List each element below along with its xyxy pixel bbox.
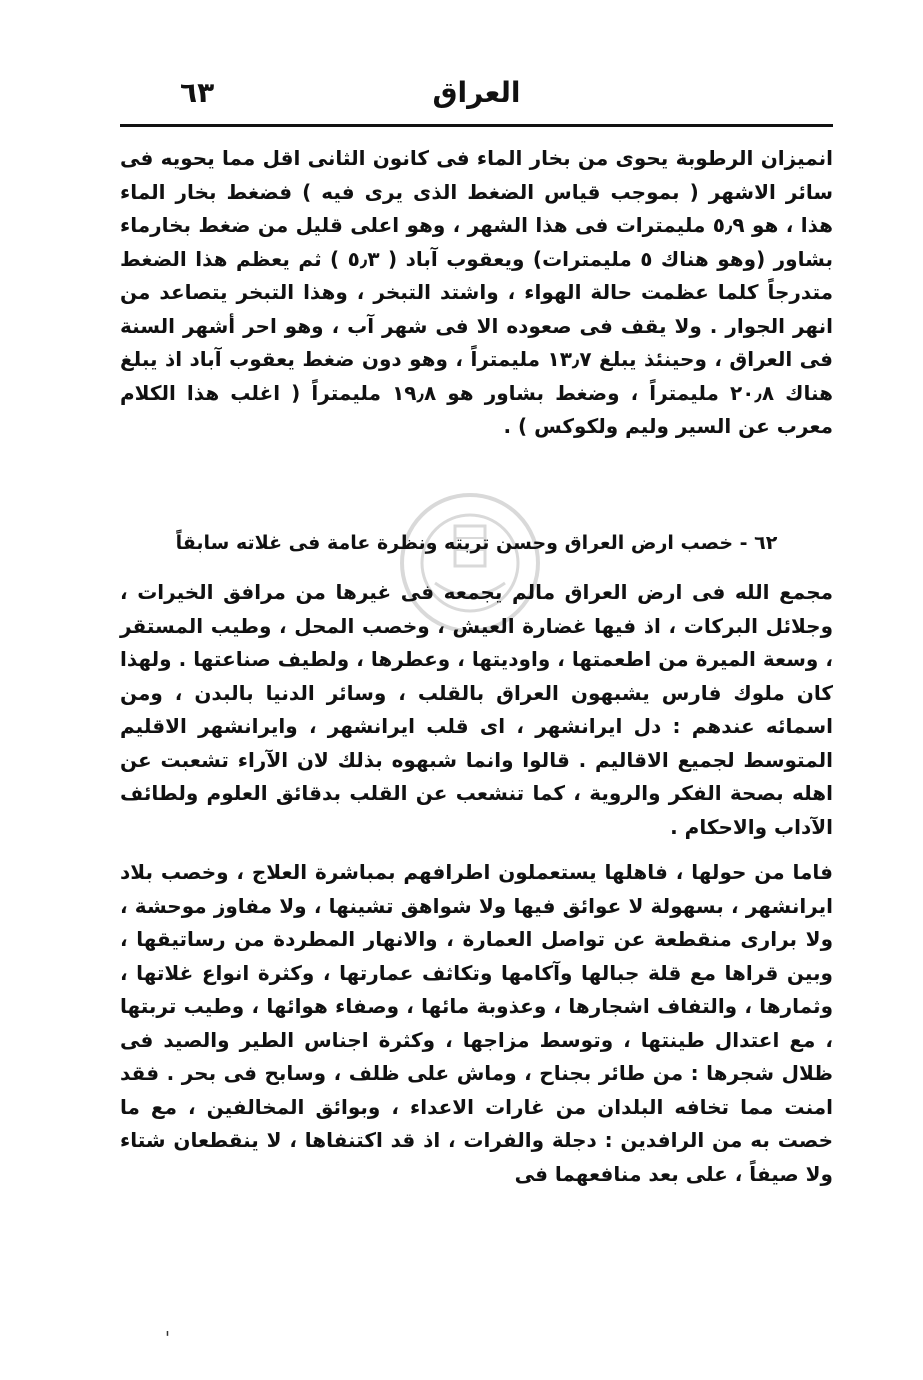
page-header [120,72,833,118]
header-rule [120,124,833,127]
paragraph: مجمع الله فى ارض العراق مالم يجمعه فى غيرها من مرافق الخيرات ، وجلائل البركات ، اذ فيها غضارة العيش ، وخصب المحل ، وطيب المستقر ، وسعة الميرة من اطعمتها ، واوديتها ، وعطرها ، ولطيف صناعتها . ولهذا كان ملوك فارس يشبهون العراق بالقلب ، وسائر الدنيا بالبدن ، ومن اسمائه عندهم : دل ايرانشهر ، اى قلب ايرانشهر ، وايرانشهر الاقليم المتوسط لجميع الاقاليم . قالوا وانما شبهوه بذلك لان الآراء تشعبت عن اهله بصحة الفكر والروية ، كما تنشعب عن القلب بدقائق العلوم ولطائف الآداب والاحكام . [120,580,833,839]
page-number: ٦٣ [180,76,215,109]
section-heading: ٦٢ - خصب ارض العراق وحسن تربته ونظرة عامة فى غلاته سابقاً [175,532,778,554]
paragraph: فاما من حولها ، فاهلها يستعملون اطرافهم بمباشرة العلاج ، وخصب بلاد ايرانشهر ، بسهولة لا عوائق فيها ولا شواهق تشينها ، ولا مفاوز موحشة ، ولا برارى منقطعة عن تواصل العمارة ، والانهار المطردة من رساتيقها ، وبين قراها مع قلة جبالها وآكامها وتكاثف عمارتها ، وكثرة انواع غلاتها ، وثمارها ، والتفاف اشجارها ، وعذوبة مائها ، وصفاء هوائها ، وطيب تربتها ، مع اعتدال طينتها ، وتوسط مزاجها ، وكثرة اجناس الطير والصيد فى ظلال شجرها : من طائر بجناح ، وماش على ظلف ، وسابح فى بحر . فقد امنت مما تخافه البلدان من غارات الاعداء ، وبوائق المخالفين ، مع ما خصت به من الرافدين : دجلة والفرات ، اذ قد اكتنفاها ، لا ينقطعان شتاء ولا صيفاً ، على بعد منافعهما فى [120,860,833,1186]
scan-mark: ' [165,1328,170,1349]
paragraph: انميزان الرطوبة يحوى من بخار الماء فى كانون الثانى اقل مما يحويه فى سائر الاشهر ( بموجب قياس الضغط الذى يرى فيه ) فضغط بخار الماء هذا ، هو ٥٫٩ مليمترات فى هذا الشهر ، وهو اعلى قليل من ضغط بخارماء بشاور (وهو هناك ٥ مليمترات) ويعقوب آباد ( ٥٫٣ ) ثم يعظم هذا الضغط متدرجاً كلما عظمت حالة الهواء ، واشتد التبخر ، وهذا التبخر يتصاعد من انهر الجوار . ولا يقف فى صعوده الا فى شهر آب ، وهو احر أشهر السنة فى العراق ، وحينئذ يبلغ ١٣٫٧ مليمتراً ، وهو دون ضغط يعقوب آباد اذ يبلغ هناك ٢٠٫٨ مليمتراً ، وضغط بشاور هو ١٩٫٨ مليمتراً ( اغلب هذا الكلام معرب عن السير وليم ولكوكس ) . [120,146,834,438]
body-text-top [120,142,833,444]
running-head: العراق [432,76,521,109]
body-text-section [120,576,833,1191]
